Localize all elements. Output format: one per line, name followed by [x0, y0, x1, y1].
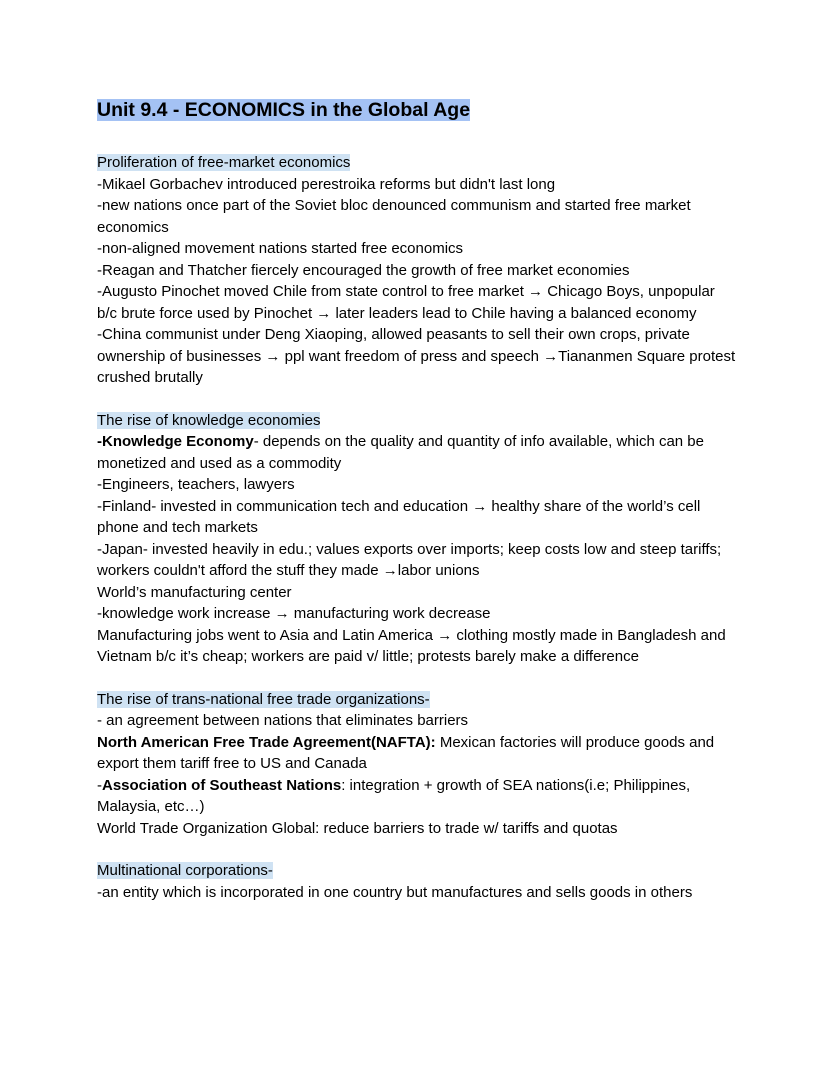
text-line: -non-aligned movement nations started free economics: [97, 240, 464, 257]
text-line: -Japan- invested heavily in edu.; values exports over imports; keep costs low and steep tariffs; workers couldn't afford the stuff they made →labor unions: [97, 540, 722, 579]
section-multinational-corporations: [97, 860, 737, 903]
text-line-nafta: [97, 732, 737, 775]
text-line: -Finland- invested in communication tech and education → healthy share of the world’s cell phone and tech markets: [97, 497, 701, 536]
bold-term: -Knowledge Economy: [97, 433, 254, 450]
section-heading-text: Multinational corporations-: [97, 862, 273, 879]
definition-text: Mexican factories will produce goods and export them tariff free to US and Canada: [97, 733, 715, 772]
text-line: - an agreement between nations that eliminates barriers: [97, 712, 469, 729]
text-line: -an entity which is incorporated in one country but manufactures and sells goods in others: [97, 883, 693, 901]
text-line: -Augusto Pinochet moved Chile from state control to free market → Chicago Boys, unpopular b/c brute force used by Pinochet → later leaders lead to Chile having a balanced economy: [97, 283, 715, 322]
section-heading-text: The rise of trans-national free trade organizations-: [97, 690, 430, 708]
text-line: -Mikael Gorbachev introduced perestroika reforms but didn't last long: [97, 175, 556, 193]
section-free-trade-orgs: [97, 689, 737, 840]
bold-term: Association of Southeast Nations: [102, 776, 342, 794]
text-line: World Trade Organization Global: reduce barriers to trade w/ tariffs and quotas: [97, 819, 618, 837]
page-title: [97, 95, 737, 125]
text-line-asean: [97, 775, 737, 818]
text-line: -new nations once part of the Soviet bloc denounced communism and started free market economics: [97, 197, 691, 236]
section-free-market: [97, 152, 737, 389]
section-heading-text: Proliferation of free-market economics: [97, 154, 351, 171]
document-page: [97, 95, 737, 924]
text-line: -Reagan and Thatcher fiercely encouraged the growth of free market economies: [97, 261, 630, 279]
bold-term: North American Free Trade Agreement(NAFTA):: [97, 733, 436, 751]
section-knowledge-economies: [97, 410, 737, 668]
dash-prefix: -: [97, 776, 102, 794]
section-heading: [97, 152, 737, 174]
section-heading: [97, 860, 737, 882]
definition-text: : integration + growth of SEA nations(i.e; Philippines, Malaysia, etc…): [97, 776, 691, 815]
text-line: -China communist under Deng Xiaoping, allowed peasants to sell their own crops, private ownership of businesses → ppl want freedom of press and speech →Tiananmen Square protest crushed brutally: [97, 326, 736, 386]
text-line: Manufacturing jobs went to Asia and Latin America → clothing mostly made in Bangladesh and Vietnam b/c it’s cheap; workers are paid v/ little; protests barely make a difference: [97, 626, 726, 665]
page-title-text: Unit 9.4 - ECONOMICS in the Global Age: [97, 99, 471, 121]
text-line-knowledge-economy: [97, 431, 737, 474]
section-heading-text: The rise of knowledge economies: [97, 411, 321, 429]
text-line: -Engineers, teachers, lawyers: [97, 476, 295, 493]
section-heading: [97, 410, 737, 432]
section-heading: [97, 689, 737, 711]
text-line: World’s manufacturing center: [97, 583, 292, 601]
text-line: -knowledge work increase → manufacturing work decrease: [97, 605, 491, 622]
definition-text: - depends on the quality and quantity of info available, which can be monetized and used as a commodity: [97, 433, 704, 472]
